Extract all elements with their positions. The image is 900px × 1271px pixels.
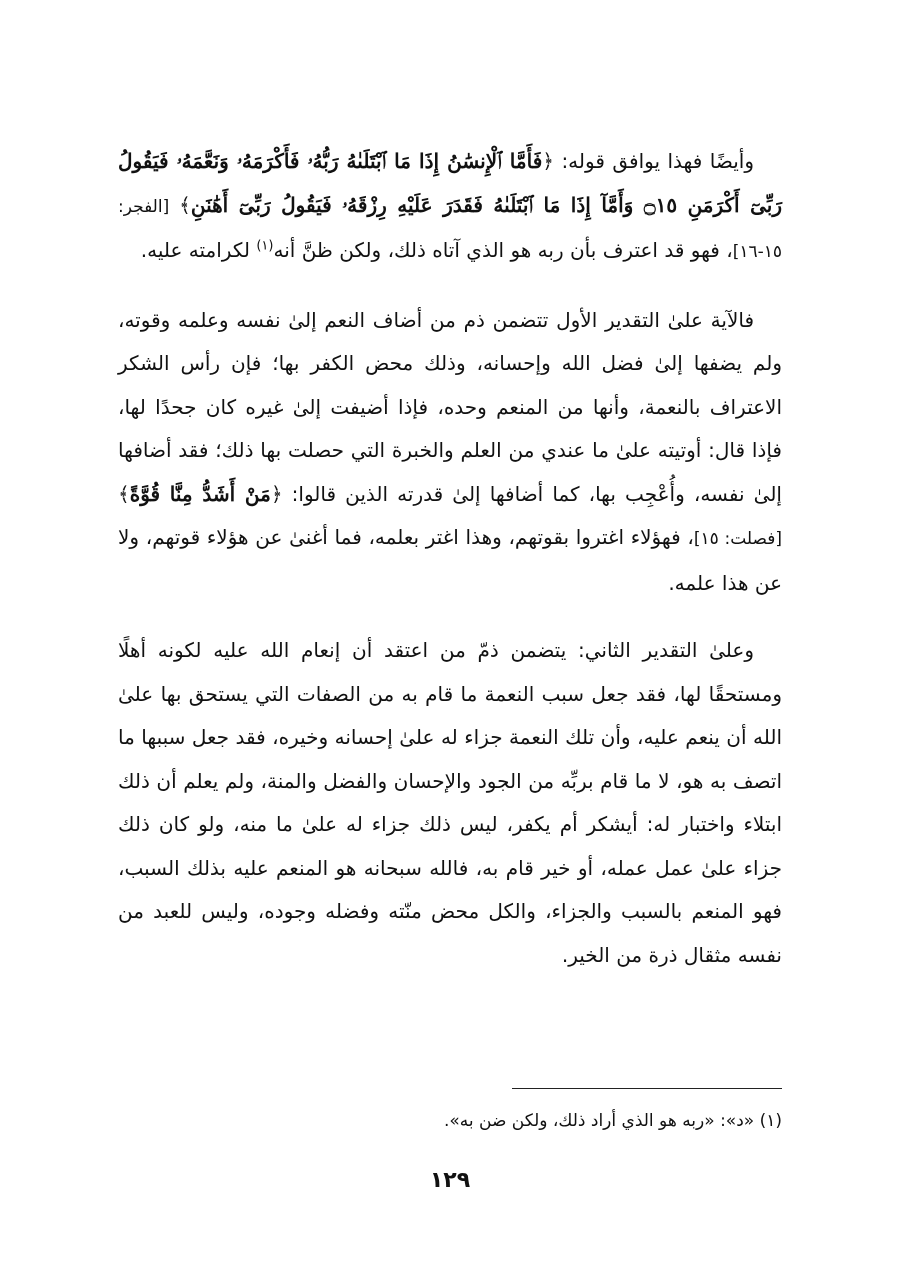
page-number: ١٢٩ — [429, 1168, 471, 1193]
paragraph-3 — [118, 629, 782, 977]
footnote-marker: (١) — [256, 238, 274, 254]
footnote-source: «د»: — [720, 1111, 755, 1131]
para1-text-after: ، فهو قد اعترف بأن ربه هو الذي آتاه ذلك، ولكن ظنَّ أنه — [273, 238, 733, 262]
quran-open-bracket: ﴿ — [270, 481, 283, 506]
para2-text-b: ، فهؤلاء اغتروا بقوتهم، وهذا اغتر بعلمه، فما أغنىٰ عن هؤلاء قوتهم، ولا عن هذا علمه. — [118, 525, 782, 595]
para3-text: وعلىٰ التقدير الثاني: يتضمن ذمّ من اعتقد أن إنعام الله عليه لكونه أهلًا ومستحقًا لها، فقد جعل سبب النعمة ما قام به من الصفات التي يستحق بها علىٰ الله أن ينعم عليه، وأن تلك النعمة جزاء له علىٰ إحسانه وخيره، فقد جعل سببها ما اتصف به هو، لا ما قام بربِّه من الجود والإحسان والفضل والمنة، ولم يعلم أن ذلك ابتلاء واختبار له: أيشكر أم يكفر، ليس ذلك جزاء له علىٰ ما منه، ولو كان ذلك جزاء علىٰ عمل عمله، أو خير قام به، فالله سبحانه هو المنعم عليه بذلك السبب، فهو المنعم بالسبب والجزاء، والكل محض منّته وفضله وجوده، وليس للعبد من نفسه مثقال ذرة من الخير. — [118, 638, 782, 967]
quran-close-bracket: ﴾ — [179, 192, 191, 217]
quran-close-bracket: ﴾ — [118, 481, 130, 506]
page-body — [118, 140, 782, 1001]
paragraph-2 — [118, 299, 782, 606]
para1-text-end: لكرامته عليه. — [140, 238, 250, 262]
citation-fajr: [الفجر: ١٥-١٦] — [118, 196, 782, 262]
quran-verse-fussilat: مَنْ أَشَدُّ مِنَّا قُوَّةً — [129, 481, 271, 506]
para2-text-a: فالآية علىٰ التقدير الأول تتضمن ذم من أضاف النعم إلىٰ نفسه وعلمه وقوته، ولم يضفها إلىٰ فضل الله وإحسانه، وذلك محض الكفر بها؛ فإن رأس الشكر الاعتراف بالنعمة، وأنها من المنعم وحده، فإذا أضيفت إلىٰ غيره كان جحدًا لها، فإذا قال: أوتيته علىٰ ما عندي من العلم والخبرة التي حصلت بها ذلك؛ فقد أضافها إلىٰ نفسه، وأُعْجِب بها، كما أضافها إلىٰ قدرته الذين قالوا: — [118, 307, 782, 506]
citation-fussilat: [فصلت: ١٥] — [693, 529, 783, 549]
quran-open-bracket: ﴿ — [542, 149, 554, 173]
para1-intro: وأيضًا فهذا يوافق قوله: — [561, 149, 754, 173]
footnote-number: (١) — [759, 1111, 782, 1131]
paragraph-1 — [118, 140, 782, 275]
footnote-text: «ربه هو الذي أراد ذلك، ولكن ضن به». — [443, 1111, 715, 1131]
footnote-divider — [512, 1088, 782, 1089]
footnote — [118, 1106, 782, 1136]
quran-verse-fajr: فَأَمَّا ٱلْإِنسَٰنُ إِذَا مَا ٱبْتَلَىٰهُ رَبُّهُۥ فَأَكْرَمَهُۥ وَنَعَّمَهُۥ فَيَقُولُ رَبِّىٓ أَكْرَمَنِ ۝١٥ وَأَمَّآ إِذَا مَا ٱبْتَلَىٰهُ فَقَدَرَ عَلَيْهِ رِزْقَهُۥ فَيَقُولُ رَبِّىٓ أَهَٰنَنِ — [118, 149, 783, 217]
